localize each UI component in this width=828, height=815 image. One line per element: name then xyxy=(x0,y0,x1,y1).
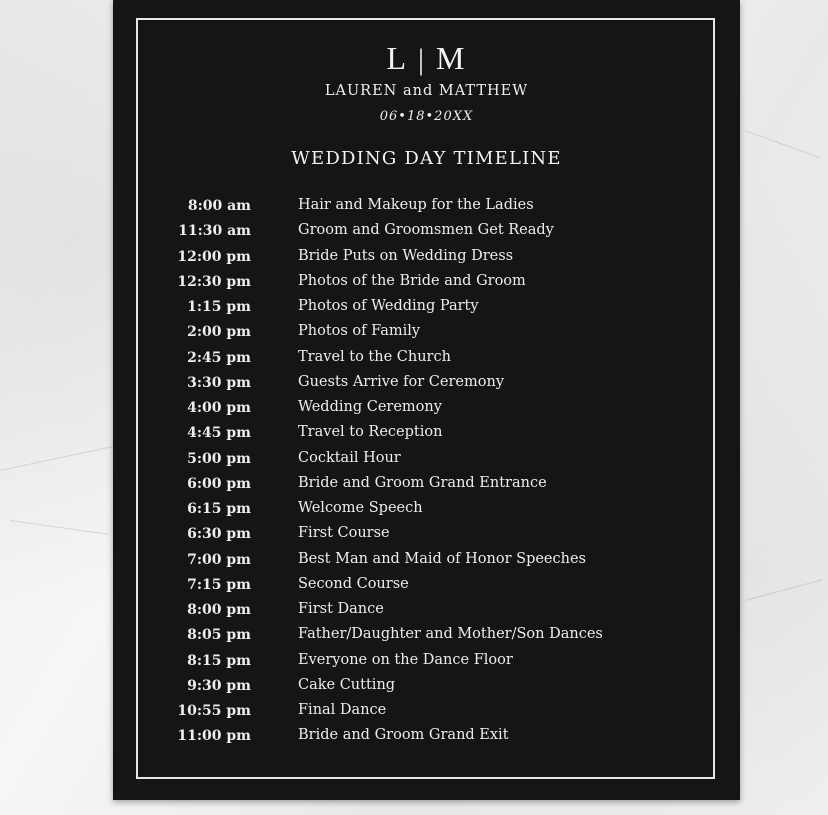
marble-vein xyxy=(10,520,109,535)
timeline-row xyxy=(113,422,740,447)
marble-vein xyxy=(745,579,823,601)
wedding-date: 06•18•20XX xyxy=(379,109,474,124)
timeline-event: First Course xyxy=(298,525,390,542)
timeline-time: 4:00 pm xyxy=(187,400,251,416)
timeline-time: 8:05 pm xyxy=(187,627,251,644)
timeline-event: Final Dance xyxy=(298,702,387,718)
timeline-time: 11:30 am xyxy=(178,223,251,240)
timeline-time: 11:00 pm xyxy=(177,728,251,745)
monogram xyxy=(113,40,740,77)
timeline-row xyxy=(113,599,740,624)
timeline-event: Guests Arrive for Ceremony xyxy=(298,373,505,390)
timeline-time: 4:45 pm xyxy=(187,425,251,442)
timeline-row xyxy=(113,725,740,750)
timeline-row xyxy=(113,347,740,372)
timeline-row xyxy=(113,498,740,523)
timeline-row xyxy=(113,321,740,346)
timeline-time: 2:00 pm xyxy=(187,324,251,341)
timeline-time: 8:15 pm xyxy=(187,652,251,669)
timeline-row xyxy=(113,220,740,245)
timeline-event: Father/Daughter and Mother/Son Dances xyxy=(298,626,603,643)
timeline-event: Cocktail Hour xyxy=(298,449,401,466)
timeline-event: Wedding Ceremony xyxy=(298,399,442,415)
timeline-event: Bride Puts on Wedding Dress xyxy=(298,247,514,264)
timeline-event: Groom and Groomsmen Get Ready xyxy=(298,222,554,239)
timeline-row xyxy=(113,271,740,296)
timeline-time: 7:00 pm xyxy=(187,551,251,568)
timeline-event: Photos of Family xyxy=(298,323,421,340)
timeline-event: Photos of the Bride and Groom xyxy=(298,272,526,289)
marble-vein xyxy=(745,130,821,158)
timeline-event: Travel to Reception xyxy=(298,424,443,441)
timeline-time: 6:15 pm xyxy=(187,501,251,517)
timeline-row xyxy=(113,448,740,473)
timeline-row xyxy=(113,675,740,700)
timeline-row xyxy=(113,195,740,220)
timeline-time: 8:00 am xyxy=(187,198,251,214)
timeline-time: 6:00 pm xyxy=(187,475,251,492)
timeline-event: Bride and Groom Grand Entrance xyxy=(298,474,547,491)
timeline-event: Photos of Wedding Party xyxy=(298,298,479,314)
timeline-event: Everyone on the Dance Floor xyxy=(298,651,513,668)
timeline-event: Bride and Groom Grand Exit xyxy=(298,727,509,744)
timeline-event: Best Man and Maid of Honor Speeches xyxy=(298,550,586,567)
timeline-time: 2:45 pm xyxy=(187,349,251,366)
timeline-time: 3:30 pm xyxy=(187,374,251,391)
couple-names: LAUREN and MATTHEW xyxy=(324,83,529,99)
timeline-time: 10:55 pm xyxy=(177,703,251,719)
timeline-row xyxy=(113,650,740,675)
timeline-time: 9:30 pm xyxy=(187,677,251,694)
timeline-row xyxy=(113,523,740,548)
timeline-event: Hair and Makeup for the Ladies xyxy=(298,197,534,213)
timeline-time: 5:00 pm xyxy=(187,450,251,467)
timeline-row xyxy=(113,296,740,321)
timeline-row xyxy=(113,624,740,649)
timeline-event: Second Course xyxy=(298,575,409,592)
timeline-event: Welcome Speech xyxy=(298,500,423,516)
marble-vein xyxy=(0,445,117,471)
timeline-card xyxy=(113,0,740,800)
timeline-row xyxy=(113,473,740,498)
timeline-event: Travel to the Church xyxy=(298,348,451,365)
timeline-time: 6:30 pm xyxy=(187,526,251,543)
timeline-time: 12:30 pm xyxy=(177,273,251,290)
timeline-row xyxy=(113,549,740,574)
timeline-event: First Dance xyxy=(298,601,384,617)
page-title: WEDDING DAY TIMELINE xyxy=(291,148,562,169)
timeline-row xyxy=(113,700,740,725)
timeline-time: 1:15 pm xyxy=(187,299,251,315)
monogram-right-initial: M xyxy=(436,40,467,76)
timeline-time: 12:00 pm xyxy=(177,248,251,265)
monogram-left-initial: L xyxy=(386,40,409,76)
timeline-row xyxy=(113,397,740,422)
timeline-row xyxy=(113,372,740,397)
timeline-event: Cake Cutting xyxy=(298,676,396,693)
monogram-separator: | xyxy=(418,43,427,76)
timeline-time: 8:00 pm xyxy=(187,602,251,618)
timeline-row xyxy=(113,574,740,599)
timeline-time: 7:15 pm xyxy=(187,576,251,593)
timeline-row xyxy=(113,246,740,271)
